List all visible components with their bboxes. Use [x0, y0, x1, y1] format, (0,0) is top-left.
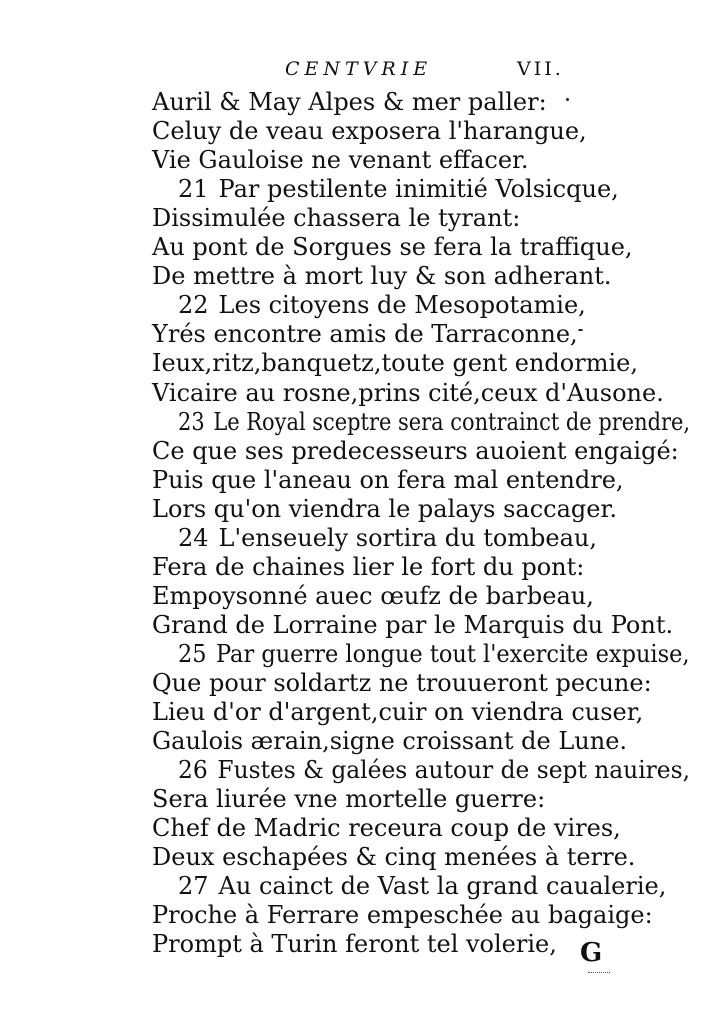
ink-speck [578, 329, 583, 331]
line-text: Au pont de Sorgues se fera la traffique, [152, 233, 633, 262]
verse-line [152, 379, 664, 408]
verse-line [152, 582, 594, 611]
line-text: Dissimulée chassera le tyrant: [152, 204, 521, 233]
line-text: Puis que l'aneau on fera mal entendre, [152, 465, 624, 494]
ink-speck [566, 98, 569, 101]
line-text: Le Royal sceptre sera contrainct de prendre, [213, 407, 691, 436]
verse-line [152, 495, 617, 524]
line-text: Ieux,ritz,banquetz,toute gent endormie, [152, 349, 638, 378]
line-text: Prompt à Turin feront tel volerie, [152, 930, 557, 959]
line-text: Deux eschapées & cinq menées à terre. [152, 843, 636, 872]
verse-line [152, 437, 679, 466]
verse-line [152, 814, 621, 843]
verse-line [152, 611, 673, 640]
line-text: Chef de Madric receura coup de vires, [152, 814, 621, 843]
signature-rule [588, 972, 610, 974]
quatrain-number: 21 [178, 175, 209, 204]
line-text: Fera de chaines lier le fort du pont: [152, 552, 585, 581]
verse-line [152, 843, 635, 872]
verse-line [152, 930, 557, 959]
quatrain-first-line [178, 524, 597, 553]
line-text: L'enseuely sortira du tombeau, [218, 523, 598, 552]
verse-line [152, 88, 547, 117]
line-text: Au cainct de Vast la grand caualerie, [218, 872, 667, 901]
line-text: Proche à Ferrare empeschée au bagaige: [152, 901, 653, 930]
line-text: Empoysonné auec œufz de barbeau, [152, 581, 594, 610]
verse-line [152, 727, 627, 756]
quatrain-number: 24 [178, 523, 209, 552]
line-text: Vie Gauloise ne venant effacer. [152, 146, 529, 175]
signature-mark: G [580, 938, 603, 968]
quatrain-number: 26 [178, 756, 208, 785]
verse-line [152, 698, 643, 727]
line-text: Ce que ses predecesseurs auoient engaigé: [152, 436, 679, 465]
verse-line [152, 204, 520, 233]
verse-line [152, 320, 578, 349]
line-text: Yrés encontre amis de Tarraconne, [152, 320, 578, 349]
verse-line [152, 785, 545, 814]
verse-line [152, 117, 587, 146]
line-text: Les citoyens de Mesopotamie, [218, 291, 586, 320]
line-text: Que pour soldartz ne trouueront pecune: [152, 669, 652, 697]
line-text: Lieu d'or d'argent,cuir on viendra cuser, [152, 698, 644, 727]
quatrain-first-line [178, 872, 666, 901]
running-title: CENTVRIE [285, 58, 433, 80]
line-text: De mettre à mort luy & son adherant. [152, 262, 612, 291]
quatrain-number: 23 [178, 407, 205, 436]
quatrain-first-line [178, 640, 690, 669]
quatrain-number: 27 [178, 872, 209, 901]
line-text: Fustes & galées autour de sept nauires, [217, 756, 691, 785]
line-text: Vicaire au rosne,prins cité,ceux d'Ausone. [152, 378, 664, 407]
line-text: Grand de Lorraine par le Marquis du Pont. [152, 610, 674, 639]
verse-line [152, 466, 624, 495]
line-text: Par guerre longue tout l'exercite expuise, [215, 639, 690, 668]
line-text: Celuy de veau exposera l'harangue, [152, 117, 587, 146]
folio-number: VII. [517, 58, 564, 80]
line-text: Gaulois ærain,signe croissant de Lune. [152, 727, 628, 756]
verse-line [152, 553, 584, 582]
quatrain-first-line [178, 408, 690, 437]
quatrain-number: 25 [178, 639, 207, 668]
quatrain-first-line [178, 756, 690, 785]
verse-line [152, 233, 633, 262]
line-text: Auril & May Alpes & mer paller: [152, 88, 547, 116]
quatrain-number: 22 [178, 291, 209, 320]
verse-line [152, 901, 653, 930]
verse-line [152, 669, 652, 698]
line-text: Sera liurée vne mortelle guerre: [152, 785, 546, 814]
quatrain-first-line [178, 291, 586, 320]
line-text: Lors qu'on viendra le palays saccager. [152, 494, 617, 523]
page-header [285, 58, 605, 88]
verse-line [152, 349, 638, 378]
verse-line [152, 262, 612, 291]
line-text: Par pestilente inimitié Volsicque, [218, 175, 619, 204]
verse-line [152, 146, 529, 175]
quatrain-first-line [178, 175, 619, 204]
